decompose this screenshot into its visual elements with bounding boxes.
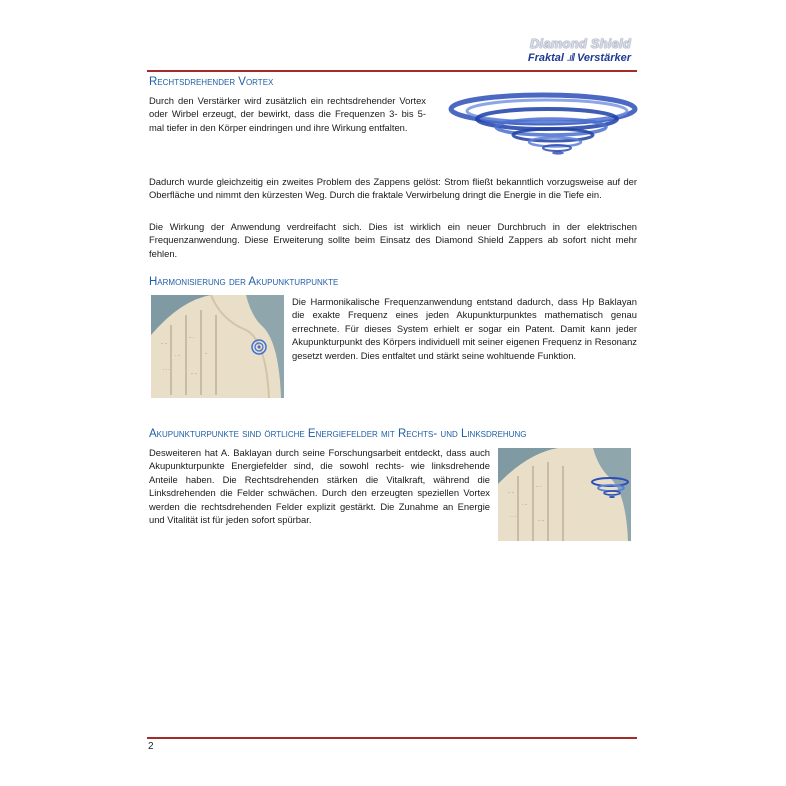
svg-text:··: ··	[205, 351, 208, 356]
section-heading-vortex: Rechtsdrehender Vortex	[149, 76, 274, 88]
svg-text:·· ··: ·· ··	[538, 518, 545, 523]
svg-text:·· ·: ·· ·	[536, 484, 542, 489]
section1-para3: Die Wirkung der Anwendung verdreifacht sich. Dies ist wirklich ein neuer Durchbruch in der elektrischen Frequenzanwendung. Diese Erweiterung sollte beim Einsatz des Diamond Shield Zappers ab sofort nicht mehr fehlen.	[149, 221, 637, 259]
page-number: 2	[148, 741, 154, 752]
header-divider	[147, 70, 637, 72]
section1-para2: Dadurch wurde gleichzeitig ein zweites Problem des Zappens gelöst: Strom fließt bekanntlich vorzugsweise auf der Oberfläche und nimmt den kürzesten Weg. Durch die fraktale Verwirbelung dringt die Energie in die Tiefe ein.	[149, 176, 637, 201]
brand-logo	[528, 36, 631, 64]
acupuncture-vortex-icon	[498, 448, 631, 541]
section3-text: Desweiteren hat A. Baklayan durch seine Forschungsarbeit entdeckt, dass auch Akupunkturpunkte Energiefelder sind, die sowohl rechts- wie linksdrehende Anteile haben. Die Rechtsdrehenden stärken die Vitalkraft, während die Linksdrehenden die Felder schwächen. Durch den erzeugten speziellen Vortex werden die rechtsdrehenden Felder explizit gestärkt. Die Zunahme an Energie und Vitalität ist für jeden sofort spürbar.	[149, 447, 490, 526]
svg-text:· · ·: · · ·	[510, 514, 517, 519]
brand-signal-icon: .ıll	[566, 52, 574, 64]
svg-text:· ··: · ··	[175, 353, 181, 358]
svg-text:·· ··: ·· ··	[161, 341, 168, 346]
footer-divider	[147, 737, 637, 739]
section-heading-harmonisierung: Harmonisierung der Akupunkturpunkte	[149, 276, 339, 288]
svg-text:· · ·: · · ·	[163, 367, 170, 372]
section1-intro: Durch den Verstärker wird zusätzlich ein rechtsdrehender Vortex oder Wirbel erzeugt, der bewirkt, dass die Frequenzen 3- bis 5-mal tiefer in den Körper eindringen und ihre Wirkung entfalten.	[149, 95, 426, 133]
acupuncture-model-icon	[151, 295, 284, 398]
brand-sub-left: Fraktal	[527, 52, 564, 64]
section2-text: Die Harmonikalische Frequenzanwendung entstand dadurch, dass Hp Baklayan die exakte Frequenz eines jeden Akupunkturpunktes mathematisch genau errechnete. Für dieses System erhielt er sogar ein Patent. Damit kann jeder Akupunkturpunkt des Körpers individuell mit seiner eigenen Frequenz in Resonanz gesetzt werden. Dies entfaltet und stärkt seine wohltuende Funktion.	[292, 296, 637, 361]
svg-text:·· ·: ·· ·	[189, 335, 195, 340]
brand-title: Diamond Shield	[529, 36, 631, 51]
acupuncture-vortex-image	[498, 448, 631, 541]
acupuncture-shoulder-image	[151, 295, 284, 398]
svg-text:· ··: · ··	[522, 502, 528, 507]
vortex-swirl-icon	[443, 89, 639, 167]
brand-sub-right: Verstärker	[576, 52, 631, 64]
section-heading-energiefelder: Akupunkturpunkte sind örtliche Energiefelder mit Rechts- und Linksdrehung	[149, 428, 527, 440]
brand-subtitle	[528, 52, 631, 64]
svg-text:·· ··: ·· ··	[508, 490, 515, 495]
svg-text:·· ··: ·· ··	[191, 371, 198, 376]
vortex-image	[443, 89, 639, 167]
